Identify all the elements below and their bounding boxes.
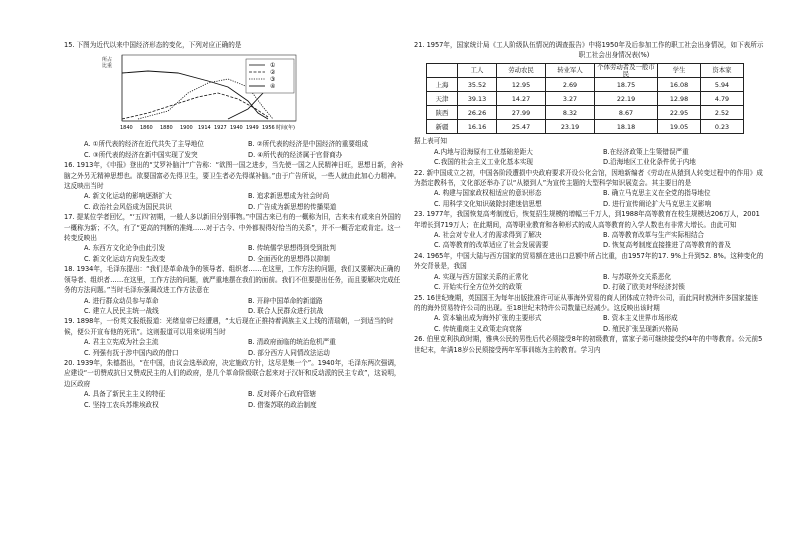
table-header-cell: 学生 — [658, 63, 701, 78]
question-26: 26. 伯里克利执政时期，雅典公民的男性后代必须接受8年的初级教育，富家子弟可继续接受约4年的中等教育。公元前5世纪末，年满18岁公民须接受两年军事训练为主的教育。学习内 — [414, 335, 763, 354]
table-cell: 22.95 — [658, 106, 701, 120]
q19-option-b[interactable]: B. 清政府面临的统治危机严重 — [248, 338, 336, 347]
q20-options — [64, 389, 404, 410]
table-cell: 18.75 — [595, 78, 658, 92]
q16-options — [64, 191, 404, 212]
right-column — [414, 40, 764, 355]
question-25: 25. 16世纪晚期，英国国王为每年出版批准许可证从事海外贸易的商人团体成立特许公司，而此同时欧洲许多国家接连的的海外贸易特许公司的出现。至18世纪末特许公司数量已经减少。这反映出该时期 — [414, 293, 759, 312]
q15-options — [64, 139, 404, 160]
q19-option-c[interactable]: C. 列强有抚于涉中国内政的借口 — [84, 348, 179, 357]
q16-option-a[interactable]: A. 新文化运动的影响逐渐扩大 — [84, 192, 172, 201]
table-cell: 4.79 — [701, 92, 744, 106]
q17-option-a[interactable]: A. 东西方文化论争由此引发 — [84, 244, 166, 253]
table-cell: 16.08 — [658, 78, 701, 92]
legend-label-3: ③ — [270, 76, 276, 84]
question-15: 15. 下图为近代以来中国经济形态的变化，下列对应正确的是 — [64, 41, 242, 49]
table-row — [427, 120, 744, 134]
table-row — [427, 106, 744, 120]
q17-options — [64, 243, 404, 264]
q25-option-c[interactable]: C. 传统重商主义政策走向衰落 — [434, 324, 522, 333]
q20-option-d[interactable]: D. 借鉴苏联的政治制度 — [248, 400, 317, 409]
question-20: 20. 1939年，朱德指出，“在中国，由议会选举政府，决定施政方针，这尽是集一个”。1940年，毛泽东两次强调，应建设“一切赞成抗日又赞成民主的人们的政府，是几个革命阶级联合起来对于汉奸和反动派的民主专政”，这说明，边区政府 — [64, 358, 401, 388]
q22-option-a[interactable]: A. 构建与国家政权相适应的意识形态 — [434, 189, 542, 198]
q18-option-a[interactable]: A. 进行群众动员参与革命 — [84, 296, 159, 305]
q16-option-b[interactable]: B. 追求新思想成为社会时尚 — [248, 192, 330, 201]
q23-option-b[interactable]: B. 高等教育改革与生产实际相结合 — [603, 231, 705, 240]
economy-form-chart — [102, 53, 298, 133]
y-axis-label: 所占比重 — [102, 57, 113, 70]
question-24: 24. 1965年，中国大陆与西方国家的贸易额在进出口总额中所占比重，由1957年的17. 9%上升到52. 8%。这种变化的外交背景是，我国 — [414, 251, 764, 271]
q18-options — [64, 296, 404, 317]
question-18: 18. 1934年，毛泽东提出：“我们是革命战争的领导者、组织者……在这里，工作方法的问题，我们又要解决正确的领导者、组织者……在这里，工作方法的问题，就严重地摆在我们的面前。我们不但要提出任务，而且要解决完成任务的方法问题。”当时毛泽东强调改进工作方法意在 — [64, 265, 401, 295]
table-header-row — [427, 63, 744, 78]
q21-option-a[interactable]: A.内地与沿海原有工业基础差距大 — [434, 147, 533, 156]
table-cell: 19.05 — [658, 120, 701, 134]
table-cell: 23.19 — [546, 120, 595, 134]
q16-option-c[interactable]: C. 政治社会风俗成为国民共识 — [84, 202, 172, 211]
table-cell: 8.67 — [595, 106, 658, 120]
q21-option-d[interactable]: D.沿海地区工业化条件优于内地 — [603, 158, 696, 167]
q21-option-b[interactable]: B.在经济政策上生策错误严重 — [603, 147, 689, 156]
q25-options — [414, 313, 764, 334]
q17-option-b[interactable]: B. 传统儒学思想得到受到批判 — [248, 244, 336, 253]
legend-label-1: ① — [270, 62, 276, 70]
table-cell: 14.27 — [497, 92, 546, 106]
q20-option-a[interactable]: A. 具备了新民主主义的特征 — [84, 390, 166, 399]
question-21: 21. 1957年，国家统计局《工人阶级队伍情况的调查报告》中将1950年及后参加工作的职工社会出身情况，如下表所示 — [414, 41, 764, 49]
table-header-cell: 劳动农民 — [497, 63, 546, 78]
q22-option-d[interactable]: D. 进行宣传阐论扩大马克思主义影响 — [603, 199, 712, 208]
q20-option-c[interactable]: C. 坚持工农兵苏维埃政权 — [84, 400, 159, 409]
table-cell: 陕西 — [427, 106, 458, 120]
series-2-line — [122, 93, 268, 119]
table-header-cell — [427, 63, 458, 78]
table-cell: 新疆 — [427, 120, 458, 134]
q18-option-d[interactable]: D. 联合人民群众进行抗战 — [248, 306, 324, 315]
q15-option-a[interactable]: A. ①所代表的经济在近代共失了主导地位 — [84, 140, 204, 149]
question-16: 16. 1913年，《申报》登出的“艾罗补脑汁”广告称：“欲图一国之进步，当先使一国之人民精神日旺，思想日新，舍补脑之外另无精神思想也。欲要国富必先得卫生，要卫生者必先得谋补脑。”由于广告所说，一些人就由此加心力精神。这反映出当时 — [64, 161, 404, 191]
table-header-cell: 个体劳动者及一般市民 — [595, 63, 658, 78]
table-header-cell: 工人 — [458, 63, 497, 78]
q20-option-b[interactable]: B. 反对蒋介石政府管辖 — [248, 390, 317, 399]
q24-options — [414, 272, 764, 293]
q21-lead: 据上表可知 — [414, 137, 447, 146]
q22-option-c[interactable]: C. 用科学文化知识破除封建迷信思想 — [434, 199, 542, 208]
q24-option-a[interactable]: A. 实现与西方国家关系的正常化 — [434, 272, 529, 281]
table-header-cell: 资本家 — [701, 63, 744, 78]
table-cell: 天津 — [427, 92, 458, 106]
table-cell: 16.16 — [458, 120, 497, 134]
q18-option-b[interactable]: B. 开辟中国革命的新道路 — [248, 296, 323, 305]
table-cell: 22.19 — [595, 92, 658, 106]
q25-option-b[interactable]: B. 资本主义世界市场形成 — [603, 314, 678, 323]
q15-option-b[interactable]: B. ②所代表的经济是中国经济的重要组成 — [248, 140, 369, 149]
q19-option-a[interactable]: A. 君主立宪成为社会主流 — [84, 338, 159, 347]
table-cell: 8.32 — [546, 106, 595, 120]
table-cell: 3.27 — [546, 92, 595, 106]
table-cell: 25.47 — [497, 120, 546, 134]
table-cell: 12.95 — [497, 78, 546, 92]
table-cell: 5.94 — [701, 78, 744, 92]
question-17: 17. 提某位学者回忆，“‘五四’初期，一般人多以新旧分别事物。”中国古来已有的一概称为旧，古来未有或来自外国的一概称为新；不久，有了“更高的判断的准绳……对于古今、中外都视得好恰当的关系”，并不一概否定或肯定。这一转变反映出 — [64, 213, 401, 243]
worker-origin-table — [426, 63, 744, 135]
q19-options — [64, 337, 404, 358]
q22-option-b[interactable]: B. 确立马克思主义在全党的指导地位 — [603, 189, 711, 198]
q23-options — [414, 230, 764, 251]
q24-option-d[interactable]: D. 打破了欧美对华经济封锁 — [603, 283, 685, 292]
q23-option-d[interactable]: D. 恢复高考制度直接推进了高等教育的普及 — [603, 241, 731, 250]
table-cell: 2.52 — [701, 106, 744, 120]
q21-option-c[interactable]: C.我国的社会主义工业化基本实现 — [434, 158, 534, 167]
q24-option-c[interactable]: C. 开始实行全方位外交的政策 — [434, 283, 522, 292]
table-row — [427, 78, 744, 92]
q22-options — [414, 188, 764, 209]
question-22: 22. 新中国成立之初，中国各阶段遭损中央政府要求开设公化会馆，因地新编者《劳动在从猿到人转变过程中的作用》成为指定教科书，文化部还举办了以“从猿到人”为宣传主题的大型科学知识展览会。其主要目的是 — [414, 168, 763, 188]
table-cell: 12.98 — [658, 92, 701, 106]
chart-svg — [118, 53, 298, 133]
legend-label-4: ④ — [270, 83, 276, 91]
q15-option-c[interactable]: C. ③所代表的经济在新中国实现了发突 — [84, 150, 198, 159]
q25-option-d[interactable]: D. 殖民扩张呈现新兴格局 — [603, 324, 679, 333]
table-cell: 2.69 — [546, 78, 595, 92]
q25-option-a[interactable]: A. 资本输出成为海外扩张的主要形式 — [434, 314, 542, 323]
left-column — [64, 40, 404, 410]
table-cell: 上海 — [427, 78, 458, 92]
q23-option-a[interactable]: A. 社会对专业人才的需求得到了解决 — [434, 231, 542, 240]
q21-options — [414, 147, 764, 168]
table-cell: 39.13 — [458, 92, 497, 106]
table-row — [427, 92, 744, 106]
question-19: 19. 1898年，一份英文报纸报道：光绪皇帝已经遭遇，“太后现在正推持着满族主义上线的清瑞朝，一到适当的时候，便公开宣布他的死讯”。这则报道可以用来说明当时 — [64, 317, 394, 336]
table-cell: 27.99 — [497, 106, 546, 120]
question-23: 23. 1977年，我国恢复高考制度后，恢复招生规模的增幅三千万人，到1988年高等教育在校生规模达206万人，2001年增长到719万人；在此期间，高等职业教育和各种形式的成人高等教育的入学人数也有非常大增长。由此可知 — [414, 210, 760, 229]
q23-option-c[interactable]: C. 高等教育的改革适应了社会发展需要 — [434, 241, 549, 250]
table-cell: 0.23 — [701, 120, 744, 134]
q15-option-d[interactable]: D. ④所代表的经济属于官督商办 — [248, 150, 343, 159]
table-header-cell: 转业军人 — [546, 63, 595, 78]
q18-option-c[interactable]: C. 建立人民民主统一战线 — [84, 306, 159, 315]
q17-option-d[interactable]: D. 全面西化的思想得以抑制 — [248, 254, 330, 263]
legend-label-2: ② — [270, 69, 276, 77]
table-cell: 35.52 — [458, 78, 497, 92]
q16-option-d[interactable]: D. 广告成为新思想的传播渠道 — [248, 202, 337, 211]
table-title: 职工社会出身情况表(%) — [578, 51, 650, 60]
q17-option-c[interactable]: C. 新文化运动方向发生改变 — [84, 254, 166, 263]
q19-option-d[interactable]: D. 部分西方人同情改法运动 — [248, 348, 330, 357]
x-tick-labels: 1840 1860 1880 1900 1914 1927 1940 1949 1956 时间(年) — [120, 125, 295, 132]
table-cell: 26.26 — [458, 106, 497, 120]
table-cell: 18.18 — [595, 120, 658, 134]
q24-option-b[interactable]: B. 与苏联外交关系恶化 — [603, 272, 672, 281]
